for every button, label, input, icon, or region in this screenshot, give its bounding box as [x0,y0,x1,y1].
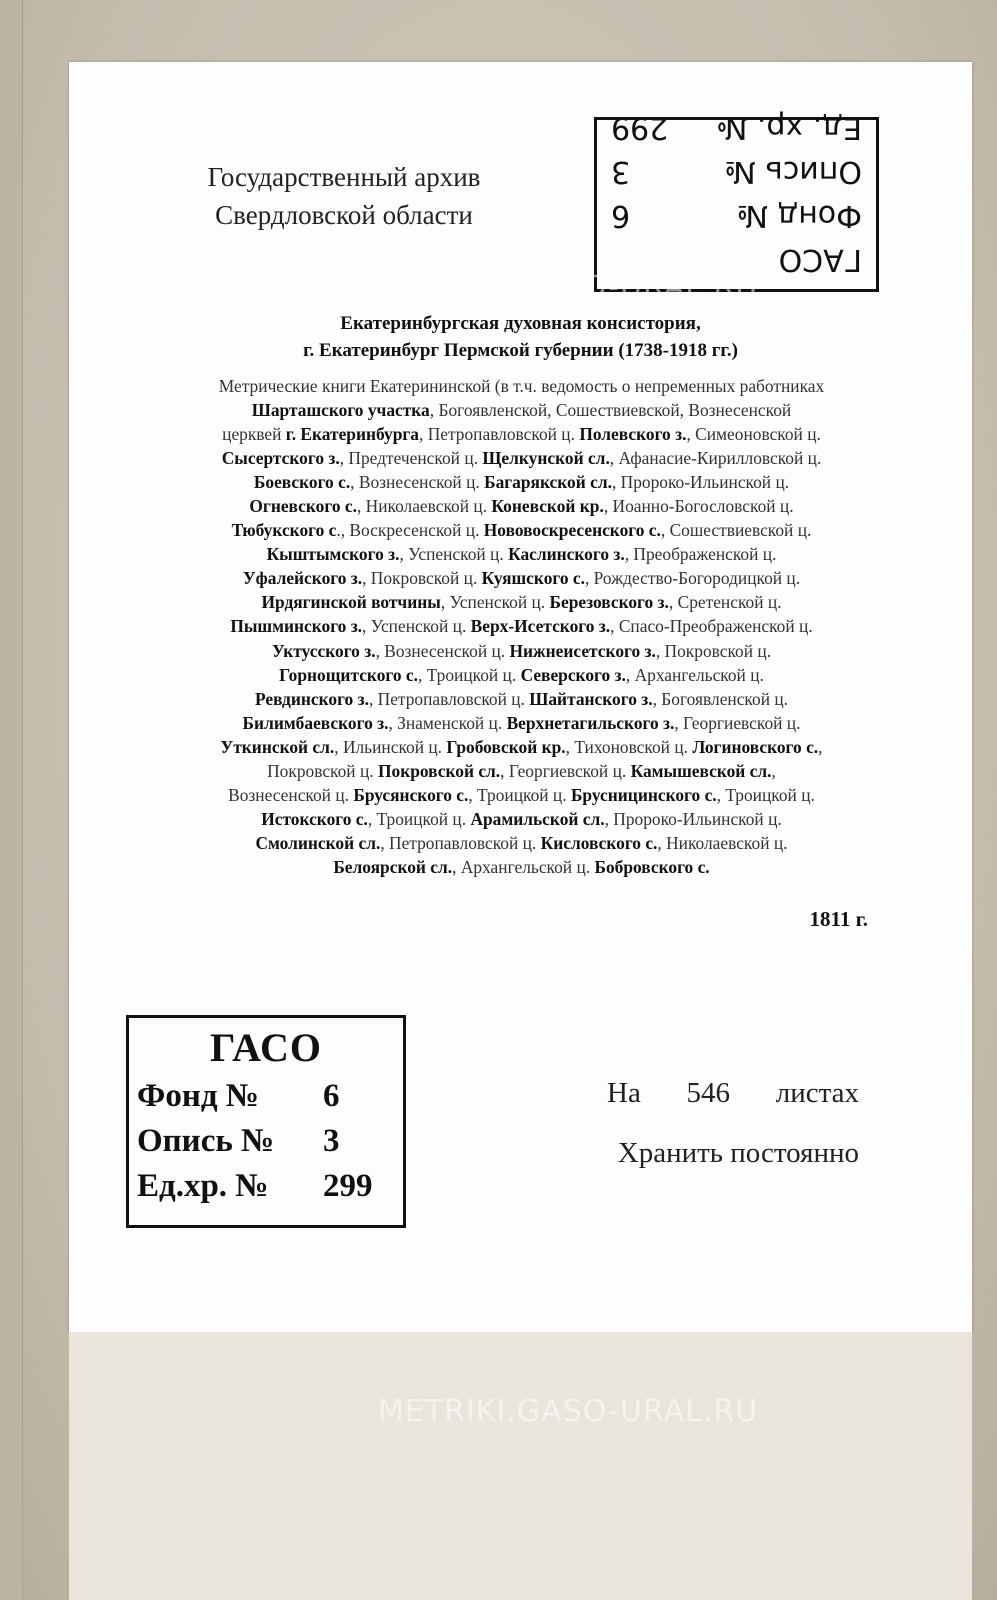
watermark: METRIKI.GASO-URAL.RU [378,1394,759,1429]
watermark: METRIKI.GASO-URAL.RU [378,1114,759,1149]
description-text: , Ильинской ц. [334,736,447,757]
description-line [129,422,914,446]
place-name: Камышевской сл. [630,760,772,781]
stamp-bottom-fond-label: Фонд № [137,1078,259,1114]
description-text: , Троицкой ц. [417,664,521,685]
archive-name [154,158,534,234]
description-text: , Вознесенской ц. [375,640,510,661]
place-name: Логиновского с. [692,736,819,757]
stamp-org: ГАСО [778,242,862,277]
description-line [129,639,914,663]
place-name: Багарякской сл. [484,472,612,493]
place-name: Нововоскресенского с. [483,520,661,541]
place-name: Огневского с. [249,496,357,517]
place-name: Северского з. [520,664,626,685]
place-name: Коневской кр. [491,496,604,517]
stamp-bottom-unit-label: Ед.хр. № [137,1168,269,1204]
watermark: METRIKI.GASO-URAL.RU [160,1258,541,1293]
description-text: , Троицкой ц. [468,784,571,805]
heading-line2: г. Екатеринбург Пермской губернии (1738-1918 гг.) [303,340,738,361]
description-text: , Троицкой ц. [367,808,471,829]
description-line [129,735,914,759]
under-sheet [69,1332,972,1600]
description-line [129,398,914,422]
stamp-bottom-fond-value: 6 [323,1078,340,1114]
place-name: Уткинской сл. [220,736,335,757]
archive-stamp [126,1015,406,1228]
heading-line1: Екатеринбургская духовная консистория, [340,313,701,334]
description-line [129,614,914,638]
description-text: , Знаменской ц. [388,712,507,733]
description-line [129,831,914,855]
description-text: , Пророко-Ильинской ц. [604,808,782,829]
description-text: , Успенской ц. [362,616,471,637]
description-line [129,566,914,590]
document-year: 1811 г. [809,907,868,931]
place-name: Брусницинского с. [570,784,717,805]
place-name: Билимбаевского з. [242,712,389,733]
description-line [129,855,914,879]
place-name: Ревдинского з. [254,688,369,709]
stamp-bottom-org: ГАСО [210,1025,322,1070]
description-text: , Богоявленской ц. [652,688,789,709]
description-text: , Преображенской ц. [624,544,777,565]
description-text: , Архангельской ц. [452,856,595,877]
place-name: Белоярской сл. [333,856,453,877]
description-text: , Вознесенской ц. [350,472,485,493]
watermark: METRIKI.GASO-URAL.RU [378,270,759,305]
stamp-fond-label: Фонд № [736,198,862,233]
description-text: , Афанасие-Кирилловской ц. [609,448,822,469]
description-text: , Петропавловской ц. [419,424,580,445]
place-name: Каслинского з. [508,544,625,565]
place-name: Горнощитского с. [279,664,418,685]
description-text: , Николаевской ц. [356,496,492,517]
place-name: Ирдягинской вотчины [261,592,441,613]
stamp-bottom-opis-label: Опись № [137,1123,275,1159]
description-text: церквей [222,424,286,445]
sheet-count-prefix: На [607,1077,641,1109]
place-name: Кыштымского з. [266,544,400,565]
place-name: Сысертского з. [221,448,340,469]
place-name: Пышминского з. [230,616,363,637]
description-line [129,759,914,783]
description-line [129,494,914,518]
description-line [129,542,914,566]
description-text: , Георгиевской ц. [674,712,801,733]
place-name: Боевского с. [253,472,351,493]
description-text: , Спасо-Преображенской ц. [610,616,813,637]
sheet-count-suffix: листах [775,1077,859,1109]
description-text: , Рождество-Богородицкой ц. [584,568,801,589]
description-line [129,374,914,398]
stamp-bottom-unit-value: 299 [323,1168,373,1204]
stamp-unit-label: Ед. хр. № [716,110,862,145]
description-text: ., Воскресенской ц. [336,520,484,541]
title-sheet [69,62,972,1332]
stamp-opis-value: 3 [611,154,631,189]
place-name: Кисловского с. [540,832,658,853]
place-name: Нижнеисетского з. [509,640,656,661]
description-text: , Пророко-Ильинской ц. [611,472,790,493]
archive-name-line2: Свердловской области [215,200,473,230]
place-name: Уктусского з. [271,640,376,661]
description-line [129,446,914,470]
place-name: Гробовской кр. [446,736,566,757]
archive-name-line1: Государственный архив [207,162,481,192]
place-name: г. Екатеринбурга [285,424,419,445]
description-text: , Георгиевской ц. [500,760,631,781]
description-text: , Троицкой ц. [716,784,815,805]
description-line [129,807,914,831]
watermark: METRIKI.GASO-URAL.RU [160,970,541,1005]
place-name: Шарташского участка [251,400,430,421]
description-text: , Иоанно-Богословской ц. [603,496,794,517]
inverted-archive-stamp [594,110,879,292]
description-text: , Петропавловской ц. [380,832,541,853]
description-text: , Николаевской ц. [657,832,788,853]
description-line [129,711,914,735]
fund-heading [69,310,972,364]
stamp-bottom-opis-value: 3 [323,1123,340,1159]
description-line [129,470,914,494]
place-name: Щелкунской сл. [482,448,610,469]
description-text: , Симеоновской ц. [686,424,821,445]
description-line [129,783,914,807]
description-text: , Архангельской ц. [625,664,764,685]
description-text: , Успенской ц. [399,544,509,565]
stamp-fond-value: 6 [611,198,631,233]
sheet-count-value: 546 [686,1077,731,1109]
place-name: Покровской сл. [377,760,501,781]
description-text: , Тихоновской ц. [565,736,693,757]
folder-spine [0,0,23,1600]
stamp-opis-label: Опись № [724,154,862,189]
storage-term: Хранить постоянно [617,1137,859,1169]
description-line [129,687,914,711]
stamp-unit-value: 299 [611,110,669,145]
description-text: , Сретенской ц. [668,592,782,613]
place-name: Арамильской сл. [470,808,605,829]
description-text: , [771,760,776,781]
sheet-count [607,1074,859,1112]
description-line [129,518,914,542]
place-name: Березовского з. [549,592,669,613]
description-text: Вознесенской ц. [228,784,354,805]
description-text: , Сошествиевской ц. [660,520,812,541]
fund-description [129,374,914,879]
place-name: Тюбукского с [231,520,337,541]
place-name: Истокского с. [261,808,368,829]
description-text: , Покровской ц. [655,640,772,661]
description-line [129,590,914,614]
place-name: Уфалейского з. [242,568,363,589]
place-name: Верх-Исетского з. [470,616,611,637]
description-text: , [818,736,823,757]
place-name: Бобровского с. [594,856,710,877]
description-text: , Успенской ц. [440,592,550,613]
description-text: Метрические книги Екатерининской (в т.ч. ведомость о непременных работниках [218,376,825,396]
description-text: Покровской ц. [267,760,378,781]
description-text: , Покровской ц. [362,568,482,589]
watermark: METRIKI.GASO-URAL.RU [160,125,541,160]
description-text: , Богоявленской, Сошествиевской, Вознесенской [429,400,792,421]
place-name: Брусянского с. [353,784,469,805]
description-text: , Петропавловской ц. [368,688,530,709]
place-name: Смолинской сл. [255,832,381,853]
place-name: Полевского з. [579,424,687,445]
description-line [129,663,914,687]
place-name: Верхнетагильского з. [506,712,675,733]
place-name: Куяшского с. [481,568,585,589]
place-name: Шайтанского з. [529,688,653,709]
description-text: , Предтеченской ц. [339,448,483,469]
